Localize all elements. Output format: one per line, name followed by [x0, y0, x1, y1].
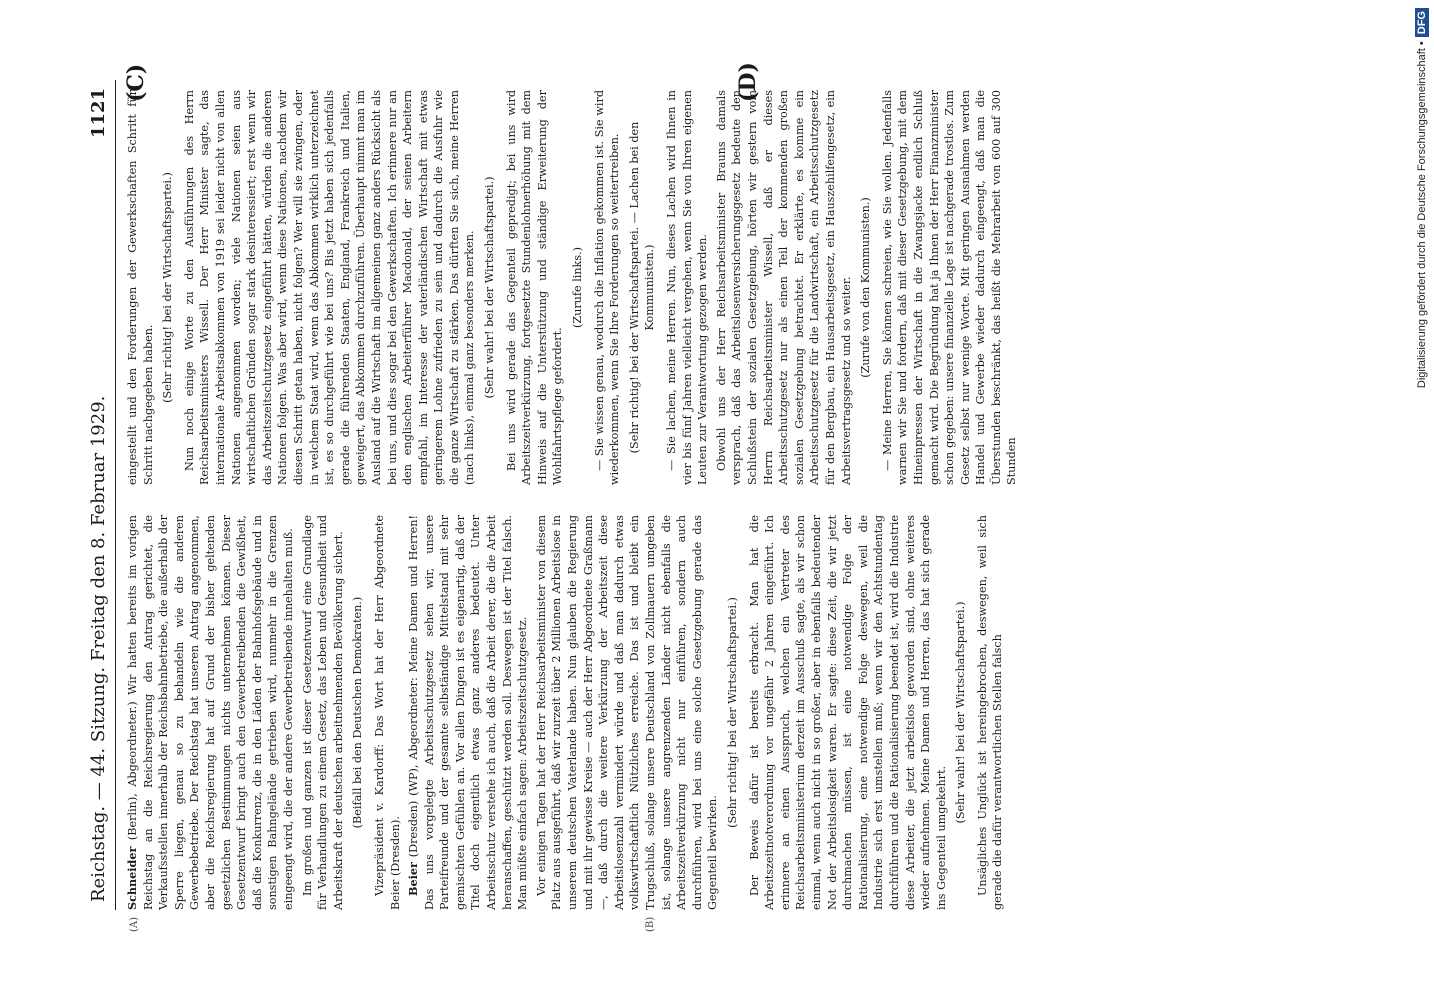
interjection: (Beifall bei den Deutschen Demokraten.): [351, 596, 365, 829]
margin-marker-d: (D): [735, 62, 761, 102]
margin-marker-b: (B): [645, 916, 656, 932]
interjection: (Sehr wahr! bei der Wirtschaftspartei.): [483, 176, 497, 399]
paragraph: Nun noch einige Worte zu den Ausführungen des Herrn Reichsarbeitsministers Wissell. Der Herr Minister sagte, das internationale Arbeitsabkommen von 1919 sei leider nicht von allen Nationen angenommen worden; viele Nationen seien aus wirtschaftlichen Gründen sogar stark desinteressiert; erst wenn wir das Arbeitszeitschutzgesetz eingeführt hätten, würden die anderen Nationen folgen. Was aber wird, wenn diese Nationen, nachdem wir diesen Schritt getan haben, nicht folgen? Wer will sie zwingen, oder in welchem Staat wird, wenn das Abkommen wirklich unterzeichnet ist, es so durchgeführt wie bei uns? Bis jetzt haben sich jedenfalls gerade die führenden Staaten, England, Frankreich und Italien, geweigert, das Abkommen durchzuführen. Überhaupt nimmt man im Ausland auf die Wirtschaft im allgemeinen ganz anders Rücksicht als bei uns, und dies sogar bei den Gewerkschaften. Ich erinnere nur an den englischen Arbeiterführer Macdonald, der seinen Arbeitern empfahl, im Interesse der vaterländischen Wirtschaft mit etwas geringerem Lohne zufrieden zu sein und dadurch die Ausfuhr wie die ganze Wirtschaft zu stärken. Das dürften Sie sich, meine Herren (nach links), einmal ganz besonders merken.: [182, 90, 477, 485]
paragraph: Obwohl uns der Herr Reichsarbeitsminister Brauns damals versprach, daß das Arbeitslosenversicherungsgesetz bedeute den Schlußstein der sozialen Gesetzgebung, hörten wir gestern vom Herrn Reichsarbeitsminister Wissell, daß er dieses Arbeitsschutzgesetz nur als einen Teil der kommenden großen sozialen Gesetzgebung betrachtet. Er erklärte, es komme ein Arbeitsschutzgesetz für die Landwirtschaft, ein Arbeitsschutzgesetz für den Bergbau, ein Hausarbeitsgesetz, ein Hauszehilfengesetz, ein Arbeitsvertragsgesetz und so weiter.: [714, 90, 853, 485]
paragraph: Der Beweis dafür ist bereits erbracht. Man hat die Arbeitszeitnotverordnung vor ungefähr 2 Jahren eingeführt. Ich erinnere an einen Ausspruch, welchen ein Vertreter des Reichsarbeitsministerium derzeit im Ausschuß sagte, als wir schon einmal, wenn auch nicht in so großer, aber in ebenfalls bedeutender Not der Arbeitslosigkeit waren. Er sagte: diese Zeit, die wir jetzt durchmachen müssen, ist eine notwendige Folge der Rationalisierung, eine notwendige Folge deswegen, weil die Industrie sich erst umstellen muß; wenn wir den Achtstundentag durchführen und die Rationalisierung beendet ist, wird die Industrie diese Arbeiter, die jetzt arbeitslos geworden sind, ohne weiteres wieder aufnehmen. Meine Damen und Herren, das hat sich gerade ins Gegenteil umgekehrt.: [747, 515, 948, 910]
page-header: [85, 80, 116, 910]
paragraph: — Sie lachen, meine Herren. Nun, dieses Lachen wird Ihnen in vier bis fünf Jahren vielleicht vergehen, wenn Sie von Ihren eigenen Leuten zur Verantwortung gezogen werden.: [665, 90, 710, 485]
page-number: 1121: [88, 88, 109, 139]
speaker-name: Beier: [406, 862, 421, 896]
paragraph: — Sie wissen genau, wodurch die Inflation gekommen ist. Sie wird wiederkommen, wenn Sie Ihre Forderungen so weitertreiben.: [592, 90, 622, 485]
paragraph: Vizepräsident v. Kardorff: Das Wort hat der Herr Abgeordnete Beier (Dresden).: [372, 515, 402, 910]
left-column: [125, 515, 1009, 910]
header-title: Reichstag. — 44. Sitzung. Freitag den 8. Februar 1929.: [88, 395, 109, 902]
interjection: (Zurufe links.): [571, 246, 585, 329]
paragraph: [125, 515, 297, 910]
margin-marker-c: (C): [123, 63, 149, 102]
paragraph: Bei uns wird gerade das Gegenteil gepredigt; bei uns wird Arbeitszeitverkürzung, fortgesetzte Stundenlohnerhöhung mit dem Hinweis auf die Unterstützung und ständige Erweiterung der Wohlfahrtspflege gefordert.: [504, 90, 565, 485]
interjection: (Sehr richtig! bei der Wirtschaftspartei. — Lachen bei den Kommunisten.): [627, 121, 657, 454]
margin-marker-a: (A): [129, 916, 140, 932]
paragraph-text: (Berlin), Abgeordneter.) Wir hatten bereits im vorigen Reichstag an die Reichsregierung den Antrag gerichtet, die Verkaufsstellen innerhalb der Reichsbahnbetriebe, die außerhalb der Sperre liegen, genau so zu behandeln wie die anderen Gewerbebetriebe. Der Reichstag hat unseren Antrag angenommen, aber die Reichsregierung hat auf Grund der bisher geltenden gesetzlichen Bestimmungen nichts unternehmen können. Dieser Gesetzentwurf bringt auch den Gewerbetreibenden die Gewißheit, daß die Konkurrenz, die in den Läden der Bahnhofsgebäude und in sonstigen Bahngelände getrieben wird, nunmehr in die Grenzen eingeengt wird, die der andere Gewerbetreibende innehalten muß.: [126, 515, 295, 910]
paragraph-text: (Dresden) (WP), Abgeordneter: Meine Damen und Herren! Das uns vorgelegte Arbeitsschutzgesetz sehen wir, unsere Parteifreunde und der gesamte selbständige Mittelstand mit sehr gemischten Gefühlen an. Vor allen Dingen ist es eigenartig, daß der Titel doch eigentlich etwas ganz anderes bedeutet. Unter Arbeitsschutz verstehe ich auch, daß die Arbeit derer, die die Arbeit heranschaffen, geschützt werden soll. Deswegen ist der Titel falsch. Man müßte einfach sagen: Arbeitszeitschutzgesetz.: [407, 515, 530, 910]
paragraph: eingestellt und den Forderungen der Gewerkschaften Schritt für Schritt nachgegeben haben.: [126, 90, 155, 485]
rotated-page: [85, 62, 1355, 932]
interjection: (Zurufe von den Kommunisten.): [859, 197, 873, 378]
right-column: [125, 90, 1023, 485]
paragraph: Vor einigen Tagen hat der Herr Reichsarbeitsminister von diesem Platz aus ausgeführt, daß wir zurzeit über 2 Millionen Arbeitslose in unserem deutschen Vaterlande haben. Nun glauben die Regierung und mit ihr gewisse Kreise — auch der Herr Abgeordnete Graßmann —, daß durch die weitere Verkürzung der Arbeitszeit diese Arbeitslosenzahl vermindert würde und daß man dadurch etwas volkswirtschaftlich Nützliches erreiche. Das ist und bleibt ein Trugschluß, solange unsere Deutschland von Zollmauern umgeben ist, solange unsere angrenzenden Länder nicht ebenfalls die Arbeitszeitverkürzung nicht nur einführen, sondern auch durchführen, wird bei uns eine solche Gesetzgebung gerade das Gegenteil bewirken.: [534, 515, 720, 910]
paragraph: — Meine Herren, Sie können schreien, wie Sie wollen. Jedenfalls warnen wir Sie und fordern, daß mit dieser Gesetzgebung, mit dem Hineinpressen der Wirtschaft in die Zwangsjacke endlich Schluß gemacht wird. Die Begründung hat ja Ihnen der Herr Finanzminister schon gegeben: unsere finanzielle Lage ist nachgerade trostlos. Zum Gesetz selbst nur wenige Worte. Mit geringen Ausnahmen werden Handel und Gewerbe wieder dadurch eingeengt, daß man die Überstunden beschränkt, das heißt die Mehrarbeit von 600 auf 300 Stunden: [880, 90, 1019, 485]
speaker-name: Schneider: [125, 846, 139, 910]
interjection: (Sehr wahr! bei der Wirtschaftspartei.): [954, 601, 968, 824]
dfg-logo: DFG: [1415, 8, 1429, 37]
paragraph: [406, 515, 531, 910]
paragraph: Unsägliches Unglück ist hereingebrochen, deswegen, weil sich gerade die dafür verantwortlichen Stellen falsch: [975, 515, 1005, 910]
funding-watermark: [1412, 8, 1432, 988]
watermark-text: Digitalisierung gefördert durch die Deutsche Forschungsgemeinschaft •: [1416, 41, 1428, 389]
interjection: (Sehr richtig! bei der Wirtschaftspartei.): [725, 597, 739, 828]
paragraph: Im großen und ganzen ist dieser Gesetzentwurf eine Grundlage für Verhandlungen zu einem Gesetz, das Leben und Gesundheit und Arbeitskraft der deutschen arbeitnehmenden Bevölkerung sichert.: [300, 515, 345, 910]
interjection: (Sehr richtig! bei der Wirtschaftspartei.): [161, 172, 175, 403]
